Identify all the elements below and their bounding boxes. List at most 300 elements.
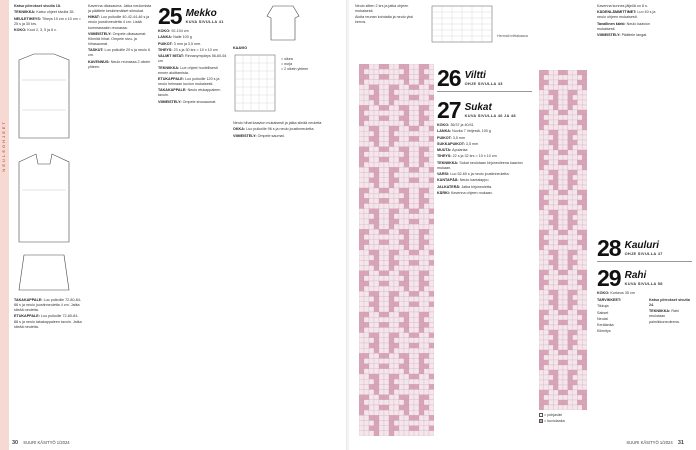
chart-cell	[394, 421, 399, 426]
chart-cell	[549, 110, 554, 115]
chart-cell	[563, 395, 568, 400]
chart-cell	[573, 280, 578, 285]
chart-cell	[544, 310, 549, 315]
chart-cell	[573, 105, 578, 110]
chart-cell	[544, 235, 549, 240]
chart-cell	[573, 350, 578, 355]
chart-cell	[544, 370, 549, 375]
chart-cell	[379, 64, 384, 69]
chart-cell	[364, 219, 369, 224]
chart-cell	[573, 300, 578, 305]
chart-cell	[384, 271, 389, 276]
chart-cell	[374, 384, 379, 389]
chart-cell	[404, 405, 409, 410]
col1-neuletiheys-label: NEULETIHEYS:	[14, 16, 42, 21]
chart-cell	[582, 330, 587, 335]
chart-cell	[359, 178, 364, 183]
chart-cell	[577, 380, 582, 385]
chart-cell	[389, 209, 394, 214]
chart-cell	[409, 183, 414, 188]
chart-cell	[553, 245, 558, 250]
chart-cell	[419, 235, 424, 240]
chart-cell	[544, 180, 549, 185]
chart-cell	[379, 173, 384, 178]
chart-cell	[369, 74, 374, 79]
chart-cell	[568, 135, 573, 140]
chart-cell	[568, 255, 573, 260]
chart-cell	[549, 240, 554, 245]
chart-cell	[384, 333, 389, 338]
chart-cell	[409, 198, 414, 203]
chart-cell	[384, 80, 389, 85]
chart-cell	[568, 125, 573, 130]
chart-cell	[429, 426, 434, 431]
chart-cell	[544, 285, 549, 290]
chart-cell	[404, 307, 409, 312]
chart-cell	[389, 173, 394, 178]
chart-cell	[568, 235, 573, 240]
chart-cell	[573, 340, 578, 345]
chart-cell	[404, 121, 409, 126]
chart-cell	[404, 209, 409, 214]
chart-cell	[424, 157, 429, 162]
chart-cell	[374, 421, 379, 426]
chart-cell	[409, 95, 414, 100]
chart-cell	[568, 240, 573, 245]
chart-cell	[424, 431, 429, 436]
chart-cell	[419, 266, 424, 271]
chart-cell	[419, 224, 424, 229]
chart-cell	[379, 271, 384, 276]
chart-cell	[553, 210, 558, 215]
chart-cell	[359, 183, 364, 188]
chart-cell	[389, 219, 394, 224]
chart-cell	[419, 100, 424, 105]
chart-cell	[409, 410, 414, 415]
chart-cell	[558, 165, 563, 170]
chart-cell	[379, 95, 384, 100]
chart-cell	[414, 173, 419, 178]
chart-cell	[379, 333, 384, 338]
chart-cell	[399, 302, 404, 307]
chart-cell	[404, 302, 409, 307]
chart-cell	[577, 110, 582, 115]
chart-cell	[553, 95, 558, 100]
chart-cell	[553, 75, 558, 80]
chart-cell	[369, 281, 374, 286]
chart-cell	[568, 170, 573, 175]
rc4-kaksoispaat-head: KÄDENLÄMMITTIMET:	[597, 10, 637, 15]
chart-cell	[582, 355, 587, 360]
chart-cell	[549, 260, 554, 265]
chart-cell	[582, 80, 587, 85]
chart-cell	[414, 100, 419, 105]
chart-cell	[582, 325, 587, 330]
chart-cell	[429, 85, 434, 90]
chart-cell	[539, 165, 544, 170]
chart-cell	[414, 276, 419, 281]
chart-cell	[558, 325, 563, 330]
chart-cell	[544, 330, 549, 335]
chart-cell	[394, 80, 399, 85]
chart-cell	[374, 85, 379, 90]
chart-cell	[399, 235, 404, 240]
chart-cell	[359, 224, 364, 229]
chart-cell	[573, 125, 578, 130]
chart-cell	[582, 345, 587, 350]
chart-cell	[409, 353, 414, 358]
chart-cell	[577, 135, 582, 140]
chart-cell	[389, 162, 394, 167]
chart-cell	[429, 260, 434, 265]
chart-cell	[394, 415, 399, 420]
chart-cell	[568, 90, 573, 95]
chart-cell	[359, 312, 364, 317]
chart-cell	[409, 173, 414, 178]
chart-cell	[577, 360, 582, 365]
chart-cell	[573, 185, 578, 190]
chart-cell	[399, 173, 404, 178]
chart-cell	[399, 178, 404, 183]
chart-cell	[582, 310, 587, 315]
chart-cell	[389, 100, 394, 105]
chart-cell	[563, 360, 568, 365]
chart-cell	[359, 390, 364, 395]
chart-cell	[374, 157, 379, 162]
chart-cell	[563, 370, 568, 375]
pattern-27-header	[437, 97, 532, 123]
chart-cell	[424, 136, 429, 141]
chart-cell	[568, 230, 573, 235]
chart-cell	[369, 219, 374, 224]
p27-muuta-label: MUUTA:	[437, 148, 452, 153]
chart-cell	[549, 80, 554, 85]
chart-cell	[424, 235, 429, 240]
chart-cell	[553, 145, 558, 150]
chart-cell	[404, 348, 409, 353]
right-col-1	[355, 4, 417, 27]
chart-cell	[553, 360, 558, 365]
chart-cell	[563, 235, 568, 240]
chart-cell	[409, 384, 414, 389]
right-page	[349, 0, 696, 450]
tarvike-item: Neulat	[597, 316, 608, 321]
chart-cell	[582, 185, 587, 190]
chart-cell	[389, 136, 394, 141]
chart-cell	[424, 188, 429, 193]
chart-cell	[414, 240, 419, 245]
chart-cell	[379, 111, 384, 116]
chart-cell	[384, 421, 389, 426]
rc1-intro: Neulo sitten 2 krs ja jatka ohjeen mukaisesti.	[355, 4, 409, 14]
chart-cell	[369, 395, 374, 400]
chart-cell	[374, 105, 379, 110]
chart-cell	[558, 240, 563, 245]
p25-tekniikka: Lue ohjeet huolellisesti ennen aloittamista.	[158, 65, 218, 75]
chart-cell	[563, 95, 568, 100]
chart-cell	[394, 395, 399, 400]
chart-cell	[563, 365, 568, 370]
chart-cell	[364, 343, 369, 348]
chart-cell	[374, 281, 379, 286]
chart-cell	[419, 126, 424, 131]
chart-cell	[539, 330, 544, 335]
rc6-tekniikka-head: TEKNIIKKA:	[649, 309, 671, 314]
chart-cell	[379, 410, 384, 415]
chart-cell	[429, 142, 434, 147]
chart-cell	[414, 167, 419, 172]
chart-cell	[379, 167, 384, 172]
chart-cell	[414, 136, 419, 141]
chart-cell	[379, 421, 384, 426]
chart-cell	[394, 85, 399, 90]
chart-cell	[374, 229, 379, 234]
chart-cell	[399, 147, 404, 152]
chart-cell	[424, 105, 429, 110]
chart-cell	[573, 370, 578, 375]
chart-cell	[369, 178, 374, 183]
chart-cell	[359, 302, 364, 307]
chart-cell	[563, 190, 568, 195]
chart-cell	[399, 64, 404, 69]
chart-cell	[364, 260, 369, 265]
chart-cell	[553, 125, 558, 130]
chart-cell	[379, 374, 384, 379]
chart-cell	[549, 365, 554, 370]
chart-cell	[364, 245, 369, 250]
chart-cell	[409, 224, 414, 229]
chart-cell	[399, 348, 404, 353]
chart-cell	[429, 157, 434, 162]
chart-cell	[573, 195, 578, 200]
chart-cell	[359, 297, 364, 302]
chart-cell	[374, 400, 379, 405]
chart-cell	[573, 325, 578, 330]
chart-cell	[364, 142, 369, 147]
chart-cell	[379, 224, 384, 229]
chart-cell	[399, 157, 404, 162]
chart-cell	[419, 286, 424, 291]
chart-cell	[582, 230, 587, 235]
chart-cell	[577, 120, 582, 125]
chart-cell	[409, 90, 414, 95]
chart-cell	[389, 105, 394, 110]
chart-cell	[539, 370, 544, 375]
chart-cell	[389, 235, 394, 240]
chart-cell	[429, 105, 434, 110]
chart-cell	[539, 375, 544, 380]
chart-cell	[379, 348, 384, 353]
chart-cell	[379, 209, 384, 214]
chart-cell	[424, 322, 429, 327]
chart-cell	[359, 198, 364, 203]
chart-cell	[563, 405, 568, 410]
chart-cell	[544, 155, 549, 160]
chart-cell	[553, 400, 558, 405]
chart-cell	[424, 209, 429, 214]
chart-cell	[384, 250, 389, 255]
chart-cell	[359, 121, 364, 126]
chart-cell	[568, 160, 573, 165]
chart-cell	[414, 209, 419, 214]
chart-cell	[568, 180, 573, 185]
chart-cell	[424, 131, 429, 136]
rc4-tavallinen: Neulo kaavion mukaisesti.	[597, 21, 651, 31]
chart-cell	[369, 80, 374, 85]
chart-cell	[568, 100, 573, 105]
chart-cell	[364, 80, 369, 85]
chart-cell	[369, 167, 374, 172]
p25-viimeistely-head: VIIMEISTELY:	[158, 99, 182, 104]
chart-cell	[553, 70, 558, 75]
chart-cell	[399, 333, 404, 338]
right-col-6	[649, 298, 693, 326]
chart-cell	[582, 100, 587, 105]
chart-cell	[384, 426, 389, 431]
chart-cell	[374, 136, 379, 141]
chart-cell	[568, 260, 573, 265]
chart-cell	[399, 317, 404, 322]
chart-cell	[563, 275, 568, 280]
chart-cell	[364, 426, 369, 431]
chart-cell	[404, 266, 409, 271]
chart-cell	[369, 255, 374, 260]
chart-cell	[384, 431, 389, 436]
chart-cell	[539, 230, 544, 235]
chart-cell	[409, 431, 414, 436]
chart-cell	[374, 291, 379, 296]
chart-cell	[582, 405, 587, 410]
okka-head: OKKA:	[233, 127, 246, 132]
chart-cell	[539, 265, 544, 270]
chart-cell	[404, 379, 409, 384]
p27-tiheys-label: TIHEYS:	[437, 154, 452, 159]
chart-cell	[419, 338, 424, 343]
chart-cell	[568, 105, 573, 110]
chart-cell	[544, 75, 549, 80]
chart-cell	[399, 384, 404, 389]
chart-cell	[424, 111, 429, 116]
chart-cell	[582, 390, 587, 395]
chart-cell	[414, 80, 419, 85]
chart-cell	[563, 400, 568, 405]
chart-cell	[549, 210, 554, 215]
chart-cell	[379, 152, 384, 157]
chart-cell	[374, 359, 379, 364]
chart-cell	[394, 136, 399, 141]
chart-cell	[419, 415, 424, 420]
chart-cell	[563, 180, 568, 185]
chart-cell	[429, 343, 434, 348]
chart-cell	[549, 320, 554, 325]
chart-cell	[389, 250, 394, 255]
chart-cell	[558, 310, 563, 315]
chart-cell	[409, 421, 414, 426]
chart-cell	[364, 100, 369, 105]
chart-cell	[394, 111, 399, 116]
chart-cell	[424, 126, 429, 131]
chart-cell	[409, 426, 414, 431]
chart-cell	[553, 175, 558, 180]
chart-cell	[577, 180, 582, 185]
chart-cell	[369, 333, 374, 338]
chart-cell	[568, 390, 573, 395]
chart-cell	[549, 145, 554, 150]
chart-cell	[563, 125, 568, 130]
chart-cell	[424, 281, 429, 286]
chart-cell	[364, 162, 369, 167]
chart-cell	[539, 180, 544, 185]
chart-cell	[384, 405, 389, 410]
chart-cell	[369, 297, 374, 302]
chart-cell	[389, 348, 394, 353]
chart-cell	[558, 375, 563, 380]
chart-cell	[424, 90, 429, 95]
chart-cell	[369, 260, 374, 265]
chart-cell	[429, 116, 434, 121]
chart-cell	[364, 64, 369, 69]
p27-lanka: Novita 7 Veljestä, 100 g	[452, 129, 491, 134]
chart-cell	[553, 265, 558, 270]
chart-cell	[364, 121, 369, 126]
chart-cell	[394, 224, 399, 229]
chart-cell	[563, 340, 568, 345]
chart-cell	[573, 285, 578, 290]
chart-cell	[582, 160, 587, 165]
chart-cell	[424, 359, 429, 364]
chart-cell	[582, 145, 587, 150]
chart-cell	[568, 245, 573, 250]
chart-cell	[419, 307, 424, 312]
chart-cell	[558, 380, 563, 385]
chart-cell	[369, 415, 374, 420]
chart-cell	[568, 305, 573, 310]
chart-cell	[549, 255, 554, 260]
chart-cell	[577, 105, 582, 110]
chart-cell	[364, 183, 369, 188]
chart-cell	[429, 302, 434, 307]
chart-cell	[553, 385, 558, 390]
legend-1: = oikea	[281, 57, 293, 62]
chart-cell	[379, 204, 384, 209]
chart-cell	[394, 193, 399, 198]
chart-cell	[429, 333, 434, 338]
chart-cell	[364, 157, 369, 162]
chart-cell	[553, 350, 558, 355]
chart-cell	[544, 240, 549, 245]
chart-cell	[573, 275, 578, 280]
sidebar-vertical-label: NEULEOHJEET	[1, 120, 6, 172]
chart-cell	[384, 390, 389, 395]
chart-cell	[379, 291, 384, 296]
chart-cell	[419, 390, 424, 395]
chart-cell	[374, 260, 379, 265]
hihat-head: HIHAT:	[88, 15, 100, 20]
chart-cell	[563, 100, 568, 105]
chart-cell	[582, 85, 587, 90]
chart-cell	[573, 110, 578, 115]
chart-cell	[563, 310, 568, 315]
chart-cell	[419, 374, 424, 379]
chart-cell	[404, 410, 409, 415]
p27-jalkatera-head: JALKATERÄ:	[437, 184, 461, 189]
chart-cell	[359, 415, 364, 420]
chart-cell	[394, 126, 399, 131]
chart-cell	[553, 160, 558, 165]
chart-cell	[384, 224, 389, 229]
chart-cell	[544, 165, 549, 170]
takakappale-text: Luo puikoille 72-80-84-88 s ja neulo joustinneuletta 4 cm. Jatka sileää neuletta.	[14, 298, 82, 313]
